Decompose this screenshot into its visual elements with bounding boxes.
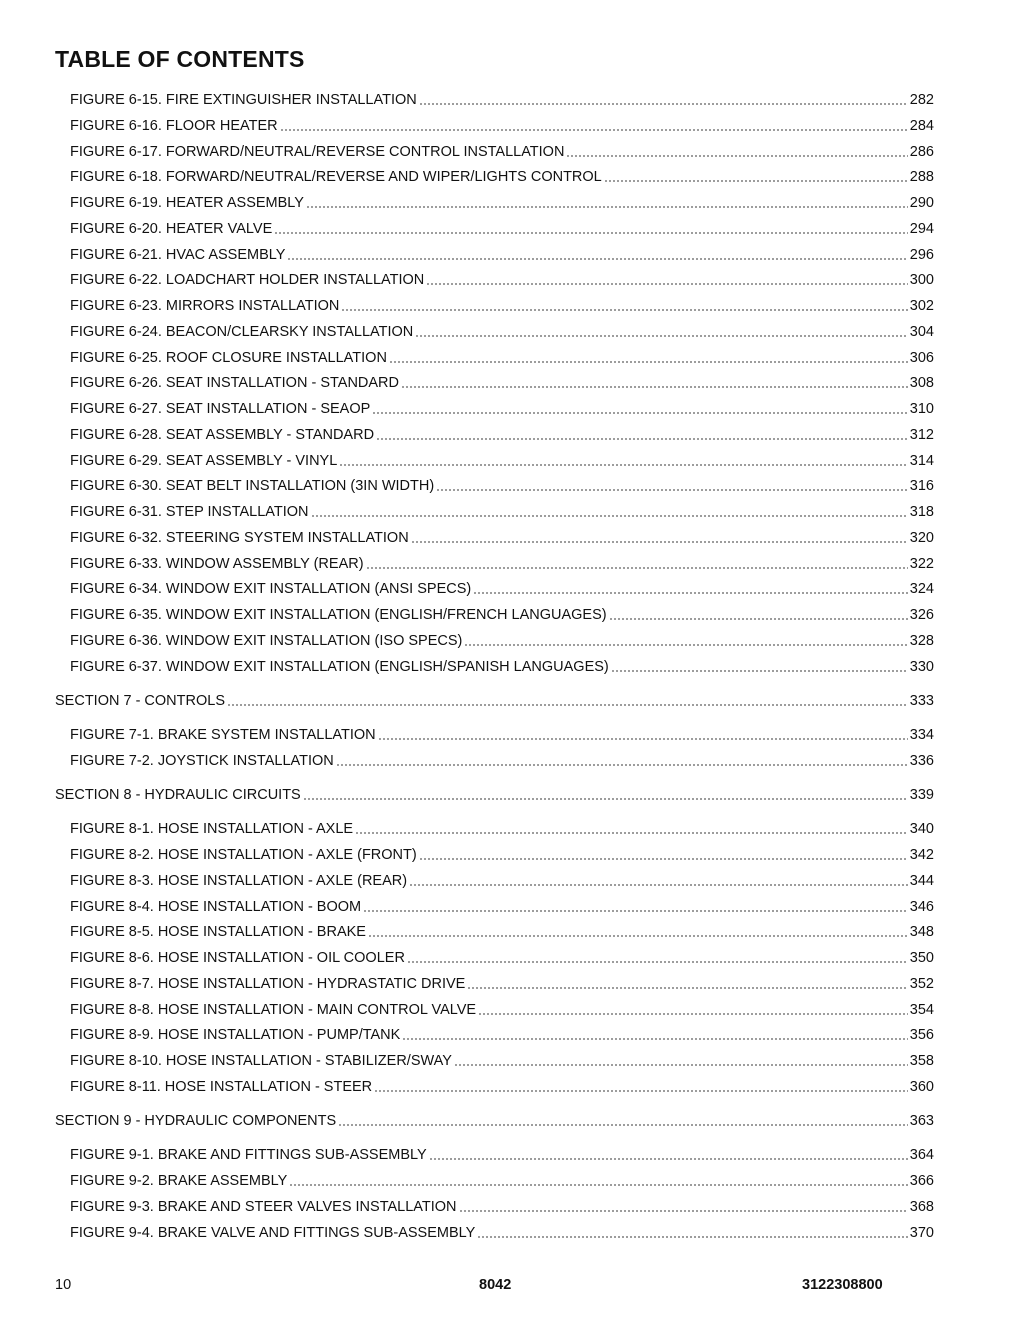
dot-leader	[419, 103, 908, 105]
toc-entry-label: FIGURE 6-33. WINDOW ASSEMBLY (REAR)	[70, 556, 364, 572]
toc-entry-label: FIGURE 6-15. FIRE EXTINGUISHER INSTALLATION	[70, 92, 417, 108]
dot-leader	[287, 258, 907, 260]
toc-figure-entry[interactable]	[70, 898, 934, 916]
dot-leader	[338, 1124, 908, 1126]
dot-leader	[401, 386, 908, 388]
toc-entry-page: 312	[909, 427, 934, 443]
toc-figure-entry[interactable]	[70, 271, 934, 289]
toc-entry-label: FIGURE 6-24. BEACON/CLEARSKY INSTALLATION	[70, 324, 414, 340]
toc-entry-label: FIGURE 6-18. FORWARD/NEUTRAL/REVERSE AND WIPER/LIGHTS CONTROL	[70, 169, 602, 185]
toc-entry-page: 368	[909, 1199, 934, 1215]
toc-entry-page: 348	[909, 924, 934, 940]
toc-entry-label: FIGURE 6-35. WINDOW EXIT INSTALLATION (ENGLISH/FRENCH LANGUAGES)	[70, 607, 607, 623]
dot-leader	[467, 987, 907, 989]
toc-entry-label: FIGURE 6-26. SEAT INSTALLATION - STANDARD	[70, 375, 399, 391]
dot-leader	[339, 464, 908, 466]
toc-figure-entry[interactable]	[70, 820, 934, 838]
toc-entry-page: 334	[909, 727, 934, 743]
toc-entry-page: 310	[909, 401, 934, 417]
toc-entry-label: FIGURE 8-11. HOSE INSTALLATION - STEER	[70, 1079, 373, 1095]
dot-leader	[355, 832, 908, 834]
toc-figure-entry[interactable]	[70, 168, 934, 186]
dot-leader	[280, 129, 908, 131]
dot-leader	[402, 1038, 907, 1040]
toc-figure-entry[interactable]	[70, 246, 934, 264]
toc-entry-page: 370	[909, 1225, 934, 1241]
toc-entry-page: 288	[909, 169, 934, 185]
dot-leader	[604, 180, 908, 182]
toc-figure-entry[interactable]	[70, 1146, 934, 1164]
toc-entry-label: FIGURE 8-10. HOSE INSTALLATION - STABILIZER/SWAY	[70, 1053, 452, 1069]
toc-entry-page: 290	[909, 195, 934, 211]
toc-entry-page: 294	[909, 221, 934, 237]
toc-figure-entry[interactable]	[70, 117, 934, 135]
dot-leader	[368, 935, 908, 937]
toc-entry-label: FIGURE 6-31. STEP INSTALLATION	[70, 504, 309, 520]
dot-leader	[372, 412, 908, 414]
toc-figure-entry[interactable]	[70, 658, 934, 676]
dot-leader	[409, 884, 908, 886]
toc-entry-page: 344	[909, 873, 934, 889]
dot-leader	[419, 858, 908, 860]
toc-figure-entry[interactable]	[70, 580, 934, 598]
toc-entry-page: 346	[909, 899, 934, 915]
dot-leader	[478, 1013, 908, 1015]
toc-entry-label: FIGURE 6-22. LOADCHART HOLDER INSTALLATION	[70, 272, 425, 288]
toc-entry-label: SECTION 8 - HYDRAULIC CIRCUITS	[55, 787, 301, 803]
toc-figure-entry[interactable]	[70, 555, 934, 573]
toc-entry-page: 306	[909, 350, 934, 366]
toc-entry-label: FIGURE 8-5. HOSE INSTALLATION - BRAKE	[70, 924, 366, 940]
toc-figure-entry[interactable]	[70, 400, 934, 418]
toc-figure-entry[interactable]	[70, 374, 934, 392]
toc-entry-label: FIGURE 8-4. HOSE INSTALLATION - BOOM	[70, 899, 362, 915]
toc-entry-page: 342	[909, 847, 934, 863]
toc-entry-page: 336	[909, 753, 934, 769]
toc-figure-entry[interactable]	[70, 1078, 934, 1096]
toc-entry-page: 363	[909, 1113, 934, 1129]
toc-entry-label: FIGURE 9-1. BRAKE AND FITTINGS SUB-ASSEMBLY	[70, 1147, 427, 1163]
toc-section-entry[interactable]	[55, 692, 934, 710]
toc-entry-label: FIGURE 6-20. HEATER VALVE	[70, 221, 273, 237]
dot-leader	[341, 309, 907, 311]
toc-entry-label: FIGURE 6-25. ROOF CLOSURE INSTALLATION	[70, 350, 387, 366]
dot-leader	[389, 361, 908, 363]
dot-leader	[363, 910, 908, 912]
toc-entry-label: FIGURE 9-4. BRAKE VALVE AND FITTINGS SUB-ASSEMBLY	[70, 1225, 476, 1241]
toc-figure-entry[interactable]	[70, 752, 934, 770]
dot-leader	[609, 618, 908, 620]
toc-entry-page: 360	[909, 1079, 934, 1095]
dot-leader	[378, 738, 908, 740]
toc-entry-page: 366	[909, 1173, 934, 1189]
toc-entry-label: FIGURE 6-21. HVAC ASSEMBLY	[70, 247, 286, 263]
toc-entry-page: 328	[909, 633, 934, 649]
toc-entry-label: FIGURE 9-2. BRAKE ASSEMBLY	[70, 1173, 288, 1189]
toc-figure-entry[interactable]	[70, 91, 934, 109]
dot-leader	[611, 670, 908, 672]
dot-leader	[477, 1236, 908, 1238]
toc-entry-label: SECTION 9 - HYDRAULIC COMPONENTS	[55, 1113, 337, 1129]
toc-figure-entry[interactable]	[70, 975, 934, 993]
toc-entry-page: 282	[909, 92, 934, 108]
toc-figure-entry[interactable]	[70, 726, 934, 744]
toc-entry-label: FIGURE 8-1. HOSE INSTALLATION - AXLE	[70, 821, 354, 837]
dot-leader	[336, 764, 908, 766]
toc-figure-entry[interactable]	[70, 297, 934, 315]
toc-figure-entry[interactable]	[70, 1001, 934, 1019]
toc-entry-page: 284	[909, 118, 934, 134]
dot-leader	[366, 567, 908, 569]
toc-entry-page: 300	[909, 272, 934, 288]
toc-figure-entry[interactable]	[70, 477, 934, 495]
toc-entry-page: 330	[909, 659, 934, 675]
toc-entry-label: FIGURE 7-2. JOYSTICK INSTALLATION	[70, 753, 334, 769]
toc-entry-page: 326	[909, 607, 934, 623]
toc-entry-label: SECTION 7 - CONTROLS	[55, 693, 225, 709]
toc-entry-label: FIGURE 9-3. BRAKE AND STEER VALVES INSTALLATION	[70, 1199, 457, 1215]
dot-leader	[426, 283, 908, 285]
toc-entry-label: FIGURE 8-8. HOSE INSTALLATION - MAIN CONTROL VALVE	[70, 1002, 477, 1018]
toc-entry-label: FIGURE 6-32. STEERING SYSTEM INSTALLATION	[70, 530, 409, 546]
toc-entry-label: FIGURE 6-23. MIRRORS INSTALLATION	[70, 298, 340, 314]
dot-leader	[415, 335, 908, 337]
toc-entry-label: FIGURE 6-28. SEAT ASSEMBLY - STANDARD	[70, 427, 375, 443]
toc-entry-page: 324	[909, 581, 934, 597]
dot-leader	[274, 232, 908, 234]
dot-leader	[306, 206, 908, 208]
toc-entry-page: 354	[909, 1002, 934, 1018]
toc-entry-page: 308	[909, 375, 934, 391]
toc-entry-label: FIGURE 8-6. HOSE INSTALLATION - OIL COOLER	[70, 950, 405, 966]
toc-figure-entry[interactable]	[70, 349, 934, 367]
dot-leader	[289, 1184, 907, 1186]
toc-entry-page: 358	[909, 1053, 934, 1069]
toc-entry-label: FIGURE 6-37. WINDOW EXIT INSTALLATION (ENGLISH/SPANISH LANGUAGES)	[70, 659, 609, 675]
toc-figure-entry[interactable]	[70, 529, 934, 547]
dot-leader	[464, 644, 907, 646]
toc-figure-entry[interactable]	[70, 452, 934, 470]
toc-entry-page: 320	[909, 530, 934, 546]
toc-figure-entry[interactable]	[70, 1172, 934, 1190]
toc-figure-entry[interactable]	[70, 1026, 934, 1044]
toc-entry-label: FIGURE 6-17. FORWARD/NEUTRAL/REVERSE CONTROL INSTALLATION	[70, 144, 565, 160]
dot-leader	[303, 798, 908, 800]
toc-entry-page: 322	[909, 556, 934, 572]
toc-entry-page: 339	[909, 787, 934, 803]
toc-entry-label: FIGURE 6-30. SEAT BELT INSTALLATION (3IN WIDTH)	[70, 478, 435, 494]
footer-page-number: 10	[55, 1277, 72, 1293]
dot-leader	[227, 704, 908, 706]
toc-section-entry[interactable]	[55, 786, 934, 804]
toc-figure-entry[interactable]	[70, 323, 934, 341]
toc-entry-label: FIGURE 8-9. HOSE INSTALLATION - PUMP/TANK	[70, 1027, 401, 1043]
dot-leader	[473, 592, 908, 594]
toc-figure-entry[interactable]	[70, 143, 934, 161]
toc-entry-page: 340	[909, 821, 934, 837]
toc-entry-page: 286	[909, 144, 934, 160]
toc-figure-entry[interactable]	[70, 606, 934, 624]
dot-leader	[436, 489, 908, 491]
toc-entry-label: FIGURE 6-29. SEAT ASSEMBLY - VINYL	[70, 453, 338, 469]
toc-figure-entry[interactable]	[70, 1052, 934, 1070]
toc-entry-page: 304	[909, 324, 934, 340]
toc-figure-entry[interactable]	[70, 1224, 934, 1242]
dot-leader	[374, 1090, 908, 1092]
dot-leader	[566, 155, 907, 157]
toc-entry-label: FIGURE 8-3. HOSE INSTALLATION - AXLE (REAR)	[70, 873, 408, 889]
toc-figure-entry[interactable]	[70, 949, 934, 967]
toc-entry-label: FIGURE 6-36. WINDOW EXIT INSTALLATION (ISO SPECS)	[70, 633, 463, 649]
dot-leader	[459, 1210, 908, 1212]
toc-entry-label: FIGURE 7-1. BRAKE SYSTEM INSTALLATION	[70, 727, 376, 743]
toc-entry-page: 316	[909, 478, 934, 494]
toc-entry-page: 364	[909, 1147, 934, 1163]
dot-leader	[376, 438, 908, 440]
toc-entry-label: FIGURE 8-7. HOSE INSTALLATION - HYDRASTATIC DRIVE	[70, 976, 466, 992]
toc-entry-page: 352	[909, 976, 934, 992]
toc-figure-entry[interactable]	[70, 632, 934, 650]
dot-leader	[407, 961, 908, 963]
dot-leader	[411, 541, 908, 543]
page-title: TABLE OF CONTENTS	[55, 46, 305, 72]
toc-entry-page: 296	[909, 247, 934, 263]
toc-section-entry[interactable]	[55, 1112, 934, 1130]
toc-entry-page: 318	[909, 504, 934, 520]
footer-model: 8042	[479, 1277, 512, 1293]
toc-entry-label: FIGURE 6-19. HEATER ASSEMBLY	[70, 195, 304, 211]
dot-leader	[429, 1158, 908, 1160]
toc-entry-label: FIGURE 6-27. SEAT INSTALLATION - SEAOP	[70, 401, 371, 417]
toc-entry-page: 333	[909, 693, 934, 709]
toc-figure-entry[interactable]	[70, 220, 934, 238]
toc-entry-label: FIGURE 6-16. FLOOR HEATER	[70, 118, 278, 134]
toc-entry-page: 350	[909, 950, 934, 966]
toc-figure-entry[interactable]	[70, 923, 934, 941]
toc-figure-entry[interactable]	[70, 194, 934, 212]
toc-figure-entry[interactable]	[70, 872, 934, 890]
dot-leader	[311, 515, 908, 517]
toc-entry-page: 314	[909, 453, 934, 469]
toc-figure-entry[interactable]	[70, 1198, 934, 1216]
toc-figure-entry[interactable]	[70, 503, 934, 521]
footer-document-number: 3122308800	[802, 1277, 883, 1293]
toc-entry-page: 356	[909, 1027, 934, 1043]
toc-figure-entry[interactable]	[70, 846, 934, 864]
toc-entry-label: FIGURE 8-2. HOSE INSTALLATION - AXLE (FRONT)	[70, 847, 417, 863]
toc-figure-entry[interactable]	[70, 426, 934, 444]
toc-entry-label: FIGURE 6-34. WINDOW EXIT INSTALLATION (ANSI SPECS)	[70, 581, 472, 597]
dot-leader	[454, 1064, 908, 1066]
toc-entry-page: 302	[909, 298, 934, 314]
